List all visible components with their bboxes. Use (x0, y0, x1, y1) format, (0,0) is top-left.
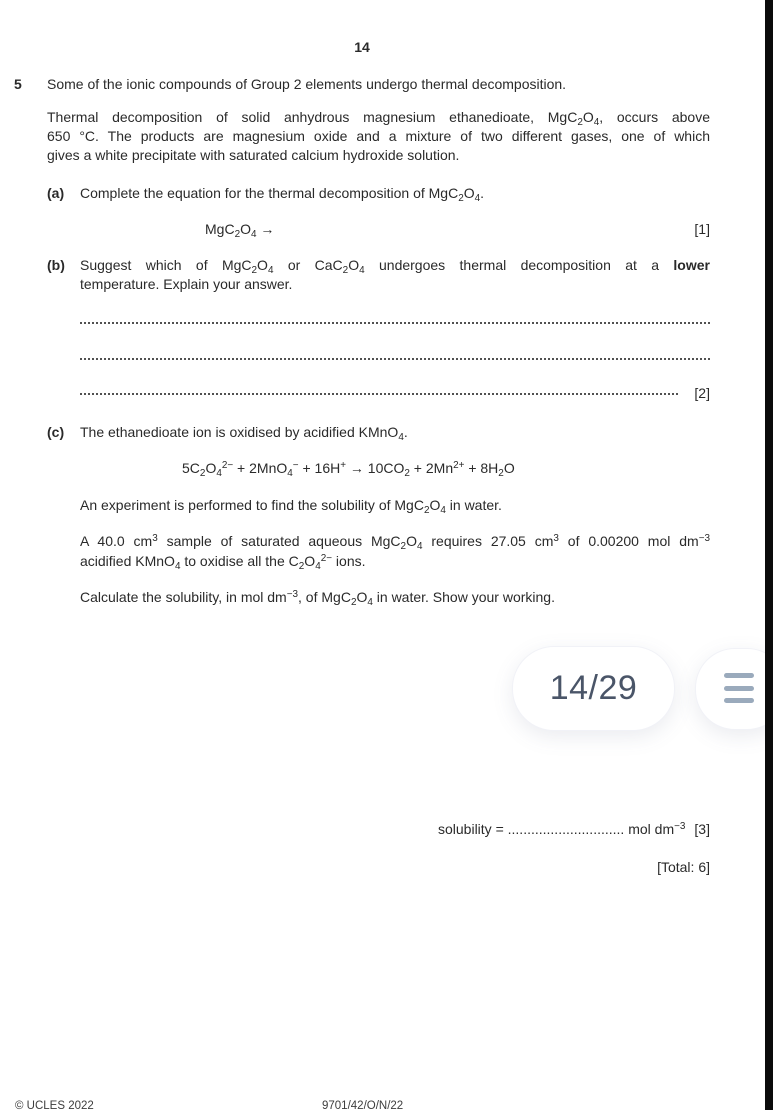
total-mark: [Total: 6] (657, 859, 710, 875)
part-c-text: The ethanedioate ion is oxidised by acidified KMnO$_4$. (80, 424, 408, 443)
question-intro: Some of the ionic compounds of Group 2 elements undergo thermal decomposition. (47, 76, 567, 92)
paragraph-line: 650 °C. The products are magnesium oxide and a mixture of two different gases, one of which (47, 128, 710, 144)
sample-text (80, 531, 710, 571)
sample-line: acidified KMnO$_4$ to oxidise all the $C_2O_4^{2-}$ ions. (80, 553, 366, 572)
part-b-text (80, 256, 710, 294)
question-paragraph (47, 108, 710, 165)
paragraph-line: Thermal decomposition of solid anhydrous magnesium ethanedioate, $MgC_2O_4$, occurs above (47, 109, 710, 128)
redox-equation: $5C_2O_4^{2-} + 2MnO_4^- + 16H^+ \to 10CO_2 + 2Mn^{2+} + 8H_2O$ (182, 460, 515, 479)
answer-line (80, 358, 710, 360)
question-number: 5 (14, 76, 22, 92)
solubility-answer-label: solubility = .............................. mol $dm^{-3}$ (437, 821, 686, 837)
calculate-text: Calculate the solubility, in mol $dm^{-3}$, of $MgC_2O_4$ in water. Show your working. (80, 589, 555, 608)
part-a-mark: [1] (694, 221, 710, 237)
page-number: 14 (354, 39, 370, 55)
part-c-mark: [3] (694, 821, 710, 837)
part-a-text: Complete the equation for the thermal decomposition of $MgC_2O_4$. (80, 185, 485, 204)
answer-line (80, 393, 678, 395)
part-b-line: Suggest which of $MgC_2O_4$ or $CaC_2O_4$ undergoes thermal decomposition at a lower (80, 257, 710, 276)
part-b-label: (b) (47, 257, 65, 273)
part-a-label: (a) (47, 185, 65, 201)
answer-line (80, 322, 710, 324)
part-b-mark: [2] (694, 385, 710, 401)
page-indicator-pill[interactable] (512, 646, 675, 731)
footer-paper-code: 9701/42/O/N/22 (322, 1100, 404, 1110)
experiment-text: An experiment is performed to find the solubility of $MgC_2O_4$ in water. (80, 497, 502, 516)
solubility-answer-row (438, 820, 710, 839)
part-a-equation: $MgC_2O_4$ → (205, 221, 275, 240)
footer-copyright: © UCLES 2022 (15, 1100, 94, 1110)
page-indicator-label: 14/29 (549, 669, 638, 707)
part-b-line: temperature. Explain your answer. (80, 276, 293, 292)
part-c-label: (c) (47, 424, 65, 440)
screen-edge-strip (765, 0, 773, 1110)
paragraph-line: gives a white precipitate with saturated calcium hydroxide solution. (47, 147, 460, 163)
menu-button[interactable] (695, 648, 773, 730)
sample-line: A 40.0 $cm^3$ sample of saturated aqueous $MgC_2O_4$ requires 27.05 $cm^3$ of 0.00200 mol $dm^{-3}$ (80, 533, 710, 552)
